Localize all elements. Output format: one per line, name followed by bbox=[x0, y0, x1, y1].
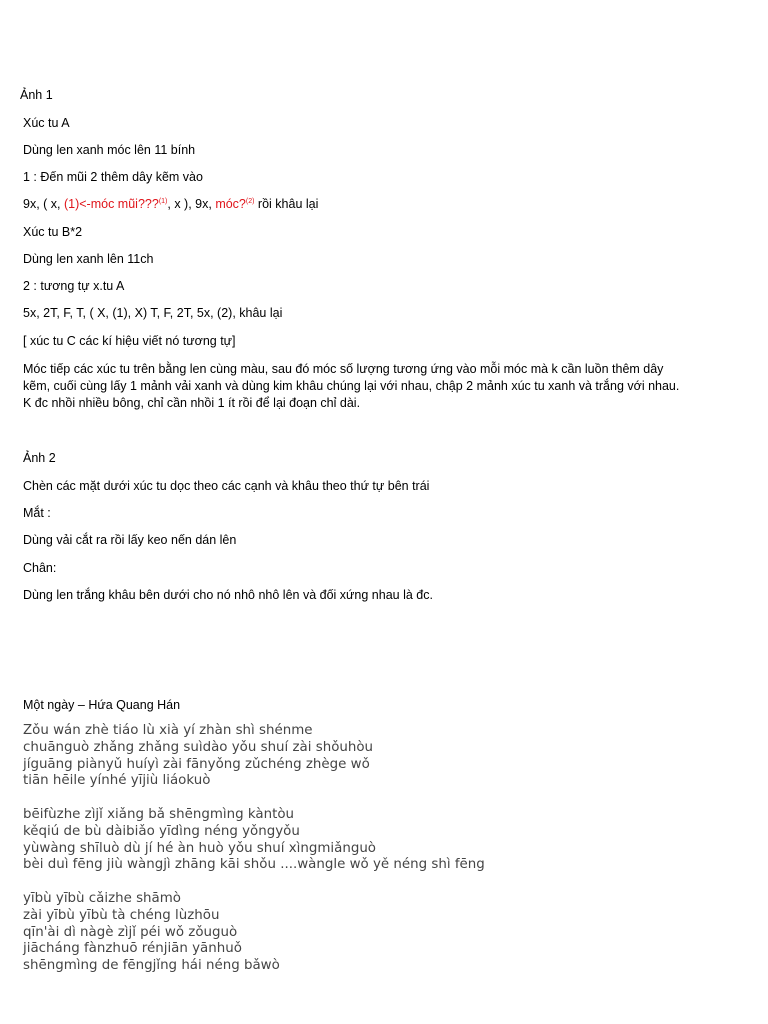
section2-heading: Ảnh 2 bbox=[23, 451, 56, 465]
lyric-line: Zǒu wán zhè tiáo lù xià yí zhàn shì shénme bbox=[23, 723, 313, 738]
xuc-tu-b-title: Xúc tu B*2 bbox=[23, 225, 83, 239]
lyric-line: chuānguò zhǎng zhǎng suìdào yǒu shuí zài shǒuhòu bbox=[23, 739, 374, 755]
lyric-line: kěqiú de bù dàibiǎo yīdìng néng yǒngyǒu bbox=[23, 823, 300, 839]
footnote-ref-2: (2) bbox=[245, 198, 255, 205]
line-c: [ xúc tu C các kí hiệu viết nó tương tự] bbox=[23, 334, 236, 348]
pattern-part2: , x ), 9x, bbox=[167, 197, 216, 211]
legs-label: Chân: bbox=[23, 561, 57, 575]
lyric-line: tiān hēile yínhé yījiù liáokuò bbox=[23, 773, 211, 789]
lyric-line: qīn'ài dì nàgè zìjǐ péi wǒ zǒuguò bbox=[23, 924, 238, 940]
section2-line1: Chèn các mặt dưới xúc tu dọc theo các cạnh và khâu theo thứ tự bên trái bbox=[23, 479, 430, 493]
line-b1: Dùng len xanh lên 11ch bbox=[23, 252, 154, 266]
eyes-label: Mắt : bbox=[23, 506, 51, 520]
line-a2: 1 : Đến mũi 2 thêm dây kẽm vào bbox=[23, 170, 203, 184]
pattern-part3: rồi khâu lại bbox=[254, 197, 319, 211]
stanza-gap bbox=[23, 874, 485, 891]
lyric-line: zài yībù yībù tà chéng lùzhōu bbox=[23, 907, 220, 923]
lyric-line: bēifùzhe zìjǐ xiǎng bǎ shēngmìng kàntòu bbox=[23, 806, 295, 822]
lyric-line: yībù yībù cǎizhe shāmò bbox=[23, 890, 181, 906]
pattern-line bbox=[23, 196, 318, 213]
line-a1: Dùng len xanh móc lên 11 bính bbox=[23, 143, 196, 157]
footnote-ref-1: (1) bbox=[158, 198, 168, 205]
lyric-line: yùwàng shīluò dù jí hé àn huò yǒu shuí xìngmiǎnguò bbox=[23, 840, 377, 856]
lyric-line: jiācháng fànzhuō rénjiān yānhuǒ bbox=[23, 941, 242, 957]
lyric-line: jíguāng piànyǔ huíyì zài fānyǒng zǔchéng zhège wǒ bbox=[23, 756, 370, 772]
section1-heading: Ảnh 1 bbox=[20, 88, 53, 102]
line-b3: 5x, 2T, F, T, ( X, (1), X) T, F, 2T, 5x, (2), khâu lại bbox=[23, 306, 283, 320]
line-b2: 2 : tương tự x.tu A bbox=[23, 279, 125, 293]
legs-text: Dùng len trắng khâu bên dưới cho nó nhô nhô lên và đối xứng nhau là đc. bbox=[23, 588, 433, 602]
eyes-text: Dùng vải cắt ra rồi lấy keo nến dán lên bbox=[23, 533, 237, 547]
song-title: Một ngày – Hứa Quang Hán bbox=[23, 698, 181, 712]
pattern-red1: (1)<-móc mũi??? bbox=[63, 197, 159, 211]
xuc-tu-a-title: Xúc tu A bbox=[23, 116, 70, 130]
pattern-red2: móc? bbox=[215, 197, 246, 211]
stanza-gap bbox=[23, 790, 485, 807]
lyric-line: shēngmìng de fēngjǐng hái néng bǎwò bbox=[23, 958, 280, 974]
instruction-paragraph: Móc tiếp các xúc tu trên bằng len cùng màu, sau đó móc số lượng tương ứng vào mỗi móc mà k cần luồn thêm dây kẽm, cuối cùng lấy 1 mảnh vải xanh và dùng kim khâu chúng lại với nhau, chập 2 mảnh xúc tu xanh và trắng với nhau. K đc nhồi nhiều bông, chỉ cần nhồi 1 ít rồi để lại đoạn chỉ dài. bbox=[23, 362, 680, 410]
song-lyrics bbox=[23, 723, 485, 975]
lyric-line: bèi duì fēng jiù wàngjì zhāng kāi shǒu ....wàngle wǒ yě néng shì fēng bbox=[23, 857, 485, 873]
pattern-part1: 9x, ( x, bbox=[23, 197, 64, 211]
